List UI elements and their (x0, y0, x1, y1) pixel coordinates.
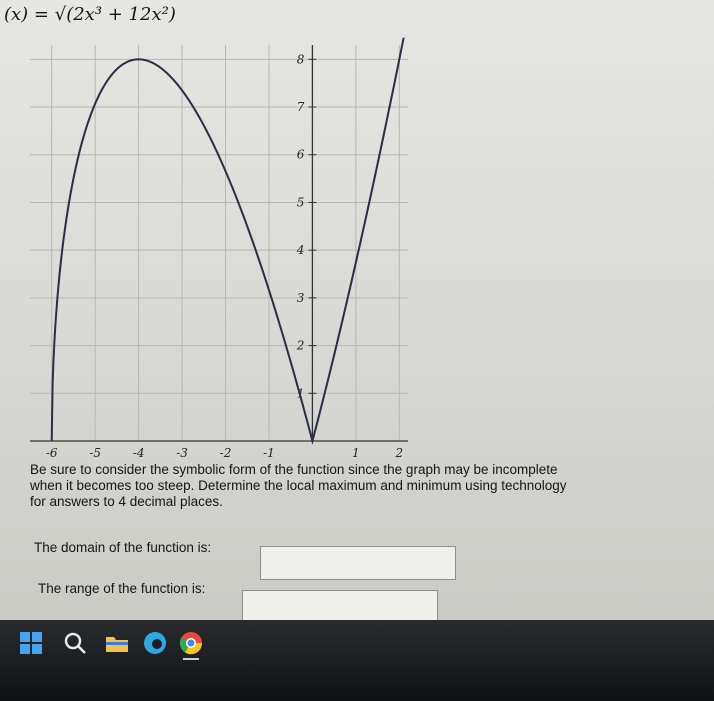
instructions-line-2: when it becomes too steep. Determine the local maximum and minimum using technology (30, 478, 567, 493)
x-tick-label: 1 (352, 446, 360, 460)
y-tick-label: 8 (296, 52, 305, 67)
x-tick-label: -6 (45, 446, 58, 460)
x-tick-label: -5 (89, 446, 102, 460)
chrome-active-indicator (183, 658, 199, 660)
y-tick-label: 1 (296, 386, 305, 401)
x-tick-label: -3 (176, 446, 188, 460)
x-tick-label: -1 (263, 446, 275, 460)
y-tick-label: 3 (296, 290, 305, 305)
y-tick-label: 2 (296, 338, 305, 353)
y-tick-label: 5 (296, 195, 305, 210)
x-tick-label: 2 (395, 446, 404, 460)
instructions-line-3: for answers to 4 decimal places. (30, 494, 223, 509)
x-tick-label: -2 (219, 446, 232, 460)
y-tick-label: 4 (296, 243, 305, 258)
axis-ticks (46, 52, 403, 460)
range-question-label: The range of the function is: (38, 581, 206, 596)
x-tick-label: -4 (132, 446, 145, 460)
y-tick-label: 7 (296, 100, 305, 115)
file-explorer-icon[interactable] (104, 630, 130, 656)
taskbar (0, 620, 714, 701)
domain-answer-input[interactable] (260, 546, 456, 580)
domain-question-label: The domain of the function is: (34, 540, 212, 555)
y-tick-label: 6 (296, 147, 305, 162)
start-icon[interactable] (18, 630, 44, 656)
instructions-line-1: Be sure to consider the symbolic form of the function since the graph may be incomplete (30, 462, 558, 477)
edge-icon[interactable] (142, 630, 168, 656)
chrome-icon[interactable] (178, 630, 204, 656)
function-curve (52, 38, 404, 441)
graph-grid (30, 45, 408, 441)
range-answer-input[interactable] (242, 590, 438, 624)
function-formula: (x) = √(2x³ + 12x²) (4, 4, 176, 25)
search-icon[interactable] (62, 630, 88, 656)
instructions (30, 462, 690, 510)
